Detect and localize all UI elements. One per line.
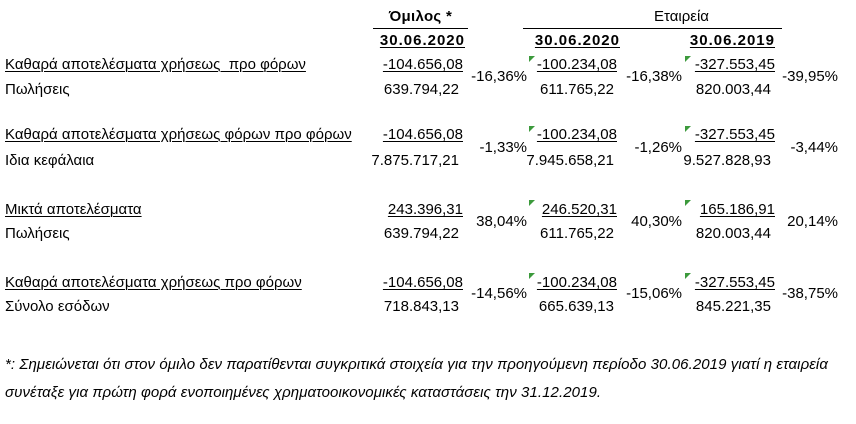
ratio-2-group-numerator: -104.656,08	[382, 126, 463, 143]
company-date-current-header: 30.06.2020	[534, 32, 620, 49]
group-header: Όμιλος *	[388, 8, 453, 25]
group-date-header: 30.06.2020	[379, 32, 465, 49]
ratio-1-group-denominator: 639.794,22	[383, 81, 459, 98]
ratio-1-company-prior-numerator: -327.553,45	[694, 56, 775, 73]
ratio-2-group-denominator: 7.875.717,21	[371, 152, 459, 169]
ratio-3-company-current-denominator: 611.765,22	[540, 225, 614, 242]
ratio-4-denominator-label: Σύνολο εσόδων	[5, 298, 110, 315]
ratio-3-group-denominator: 639.794,22	[383, 225, 459, 242]
ratio-4-group-numerator: -104.656,08	[382, 274, 463, 291]
ratio-3-company-prior-ratio: 20,14%	[787, 213, 838, 230]
ratio-3-company-prior-denominator: 820.003,44	[695, 225, 771, 242]
ratio-2-company-current-numerator: -100.234,08	[536, 126, 617, 143]
company-header: Εταιρεία	[654, 8, 709, 25]
ratio-1-numerator-label: Καθαρά αποτελέσματα χρήσεως προ φόρων	[5, 56, 306, 73]
ratio-3-company-prior-numerator: 165.186,91	[699, 201, 775, 218]
ratio-3-group-ratio: 38,04%	[476, 213, 527, 230]
ratio-2-company-current-denominator: 7.945.658,21	[526, 152, 614, 169]
ratio-1-group-ratio: -16,36%	[471, 68, 527, 85]
footnote-line-2: συνέταξε για πρώτη φορά ενοποιημένες χρηματοοικονομικές καταστάσεις την 31.12.2019.	[5, 384, 602, 401]
ratio-4-company-prior-ratio: -38,75%	[782, 285, 838, 302]
company-header-divider	[523, 28, 782, 29]
ratio-1-company-prior-ratio: -39,95%	[782, 68, 838, 85]
ratio-2-company-current-ratio: -1,26%	[634, 139, 682, 156]
ratio-3-company-current-numerator: 246.520,31	[541, 201, 617, 218]
ratio-1-company-current-numerator: -100.234,08	[536, 56, 617, 73]
ratio-4-company-prior-denominator: 845.221,35	[695, 298, 771, 315]
ratio-3-numerator-label: Μικτά αποτελέσματα	[5, 201, 142, 218]
ratio-4-group-ratio: -14,56%	[471, 285, 527, 302]
ratio-2-company-prior-denominator: 9.527.828,93	[683, 152, 771, 169]
ratio-4-company-current-numerator: -100.234,08	[536, 274, 617, 291]
footnote-line-1: *: Σημειώνεται ότι στον όμιλο δεν παρατίθενται συγκριτικά στοιχεία για την προηγούμενη περίοδο 30.06.2019 γιατί η εταιρεία	[5, 356, 828, 373]
ratio-1-company-current-denominator: 611.765,22	[540, 81, 614, 98]
ratio-4-group-denominator: 718.843,13	[383, 298, 459, 315]
company-date-prior-header: 30.06.2019	[689, 32, 775, 49]
ratio-3-group-numerator: 243.396,31	[387, 201, 463, 218]
ratio-1-denominator-label: Πωλήσεις	[5, 81, 70, 98]
ratio-2-group-ratio: -1,33%	[479, 139, 527, 156]
group-header-divider	[373, 28, 468, 29]
ratio-4-numerator-label: Καθαρά αποτελέσματα χρήσεως προ φόρων	[5, 274, 302, 291]
ratio-4-company-current-denominator: 665.639,13	[538, 298, 614, 315]
ratio-2-numerator-label: Καθαρά αποτελέσματα χρήσεως φόρων προ φόρων	[5, 126, 352, 143]
ratio-2-company-prior-ratio: -3,44%	[790, 139, 838, 156]
ratio-4-company-prior-numerator: -327.553,45	[694, 274, 775, 291]
ratio-2-denominator-label: Ιδια κεφάλαια	[5, 152, 95, 169]
ratio-3-company-current-ratio: 40,30%	[631, 213, 682, 230]
ratio-1-group-numerator: -104.656,08	[382, 56, 463, 73]
ratio-1-company-prior-denominator: 820.003,44	[695, 81, 771, 98]
ratio-2-company-prior-numerator: -327.553,45	[694, 126, 775, 143]
ratio-1-company-current-ratio: -16,38%	[626, 68, 682, 85]
ratio-3-denominator-label: Πωλήσεις	[5, 225, 70, 242]
ratio-4-company-current-ratio: -15,06%	[626, 285, 682, 302]
